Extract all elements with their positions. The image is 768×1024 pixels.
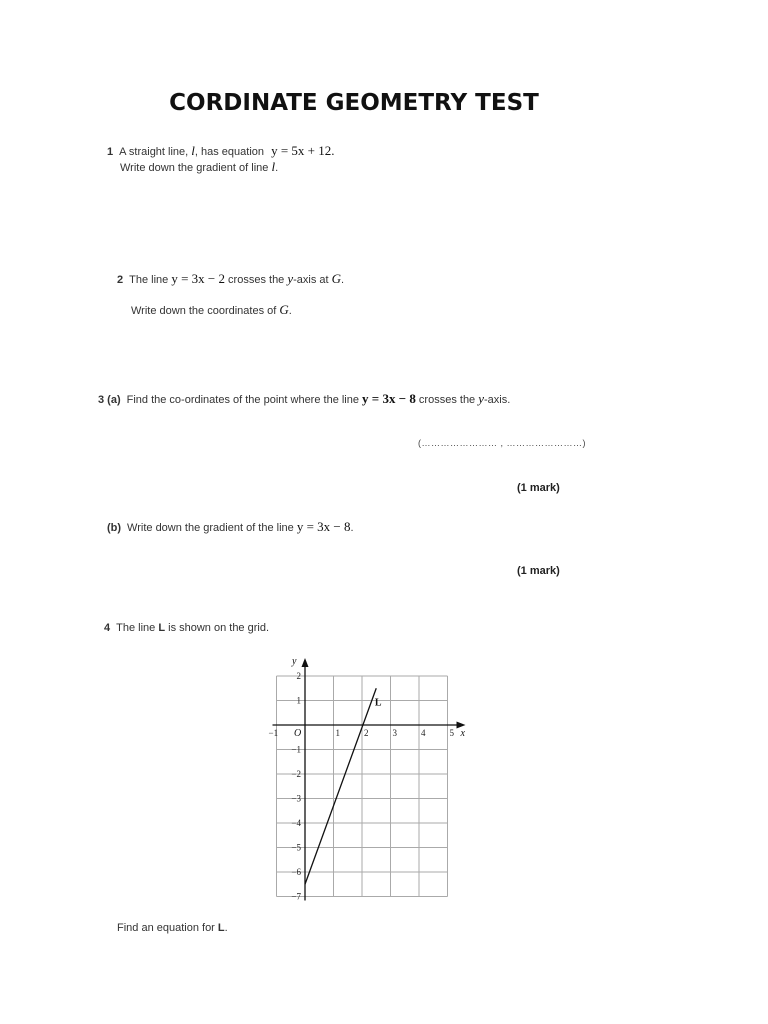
x-tick-label: 3 — [392, 728, 397, 738]
question-3b: (b) Write down the gradient of the line y = 3x − 8. — [107, 519, 354, 534]
x-tick-label: 1 — [335, 728, 340, 738]
line-label-L: L — [374, 697, 382, 709]
question-number: 2 — [117, 274, 124, 286]
equation: y = 5x + 12. — [271, 143, 335, 158]
x-tick-label: 5 — [449, 728, 454, 738]
equation: y = 3x − 8 — [362, 391, 416, 406]
y-tick-label: −5 — [291, 842, 301, 853]
y-tick-label: −7 — [291, 891, 301, 902]
question-number: 1 — [107, 146, 114, 158]
y-tick-label: −6 — [291, 867, 301, 877]
coordinate-grid-chart — [255, 650, 480, 905]
question-4-footer: Find an equation for L. — [117, 922, 228, 934]
question-3a: 3 (a) Find the co-ordinates of the point where the line y = 3x − 8 crosses the y-axis. — [98, 391, 511, 406]
tick-labels — [269, 656, 466, 902]
question-part-label: (b) — [107, 522, 122, 534]
question-1-line-2: Write down the gradient of line l. — [120, 159, 279, 174]
series-line-L — [305, 688, 376, 884]
y-tick-label: −3 — [291, 793, 301, 804]
answer-line: (…………………… , ……………………) — [418, 438, 586, 448]
question-number: 3 (a) — [98, 394, 121, 406]
equation: y = 3x − 8 — [296, 519, 351, 534]
page-title: CORDINATE GEOMETRY TEST — [169, 90, 539, 116]
y-tick-label: 2 — [296, 671, 301, 681]
question-2-line-2: Write down the coordinates of G. — [131, 302, 292, 317]
y-tick-label: −4 — [291, 818, 301, 828]
mark-label: (1 mark) — [517, 565, 560, 577]
y-tick-label: 1 — [296, 695, 301, 706]
y-tick-label: −2 — [291, 769, 301, 779]
axes — [273, 658, 466, 901]
x-tick-label: 4 — [421, 728, 426, 738]
question-1: 1 A straight line, l, has equation y = 5x + 12. — [107, 143, 335, 158]
series-layer — [305, 688, 382, 884]
y-axis-label: y — [292, 656, 297, 667]
y-axis-arrow — [302, 658, 309, 667]
y-tick-label: −1 — [291, 744, 301, 755]
x-tick-label: −1 — [268, 728, 279, 738]
mark-label: (1 mark) — [517, 482, 560, 494]
origin-label: O — [294, 728, 302, 739]
x-axis-label: x — [460, 728, 465, 739]
x-tick-label: 2 — [364, 728, 369, 738]
question-4: 4 The line L is shown on the grid. — [104, 622, 270, 634]
question-2: 2 The line y = 3x − 2 crosses the y-axis at G. — [117, 271, 345, 286]
question-number: 4 — [104, 622, 111, 634]
equation: y = 3x − 2 — [171, 271, 225, 286]
grid-lines — [277, 676, 448, 897]
